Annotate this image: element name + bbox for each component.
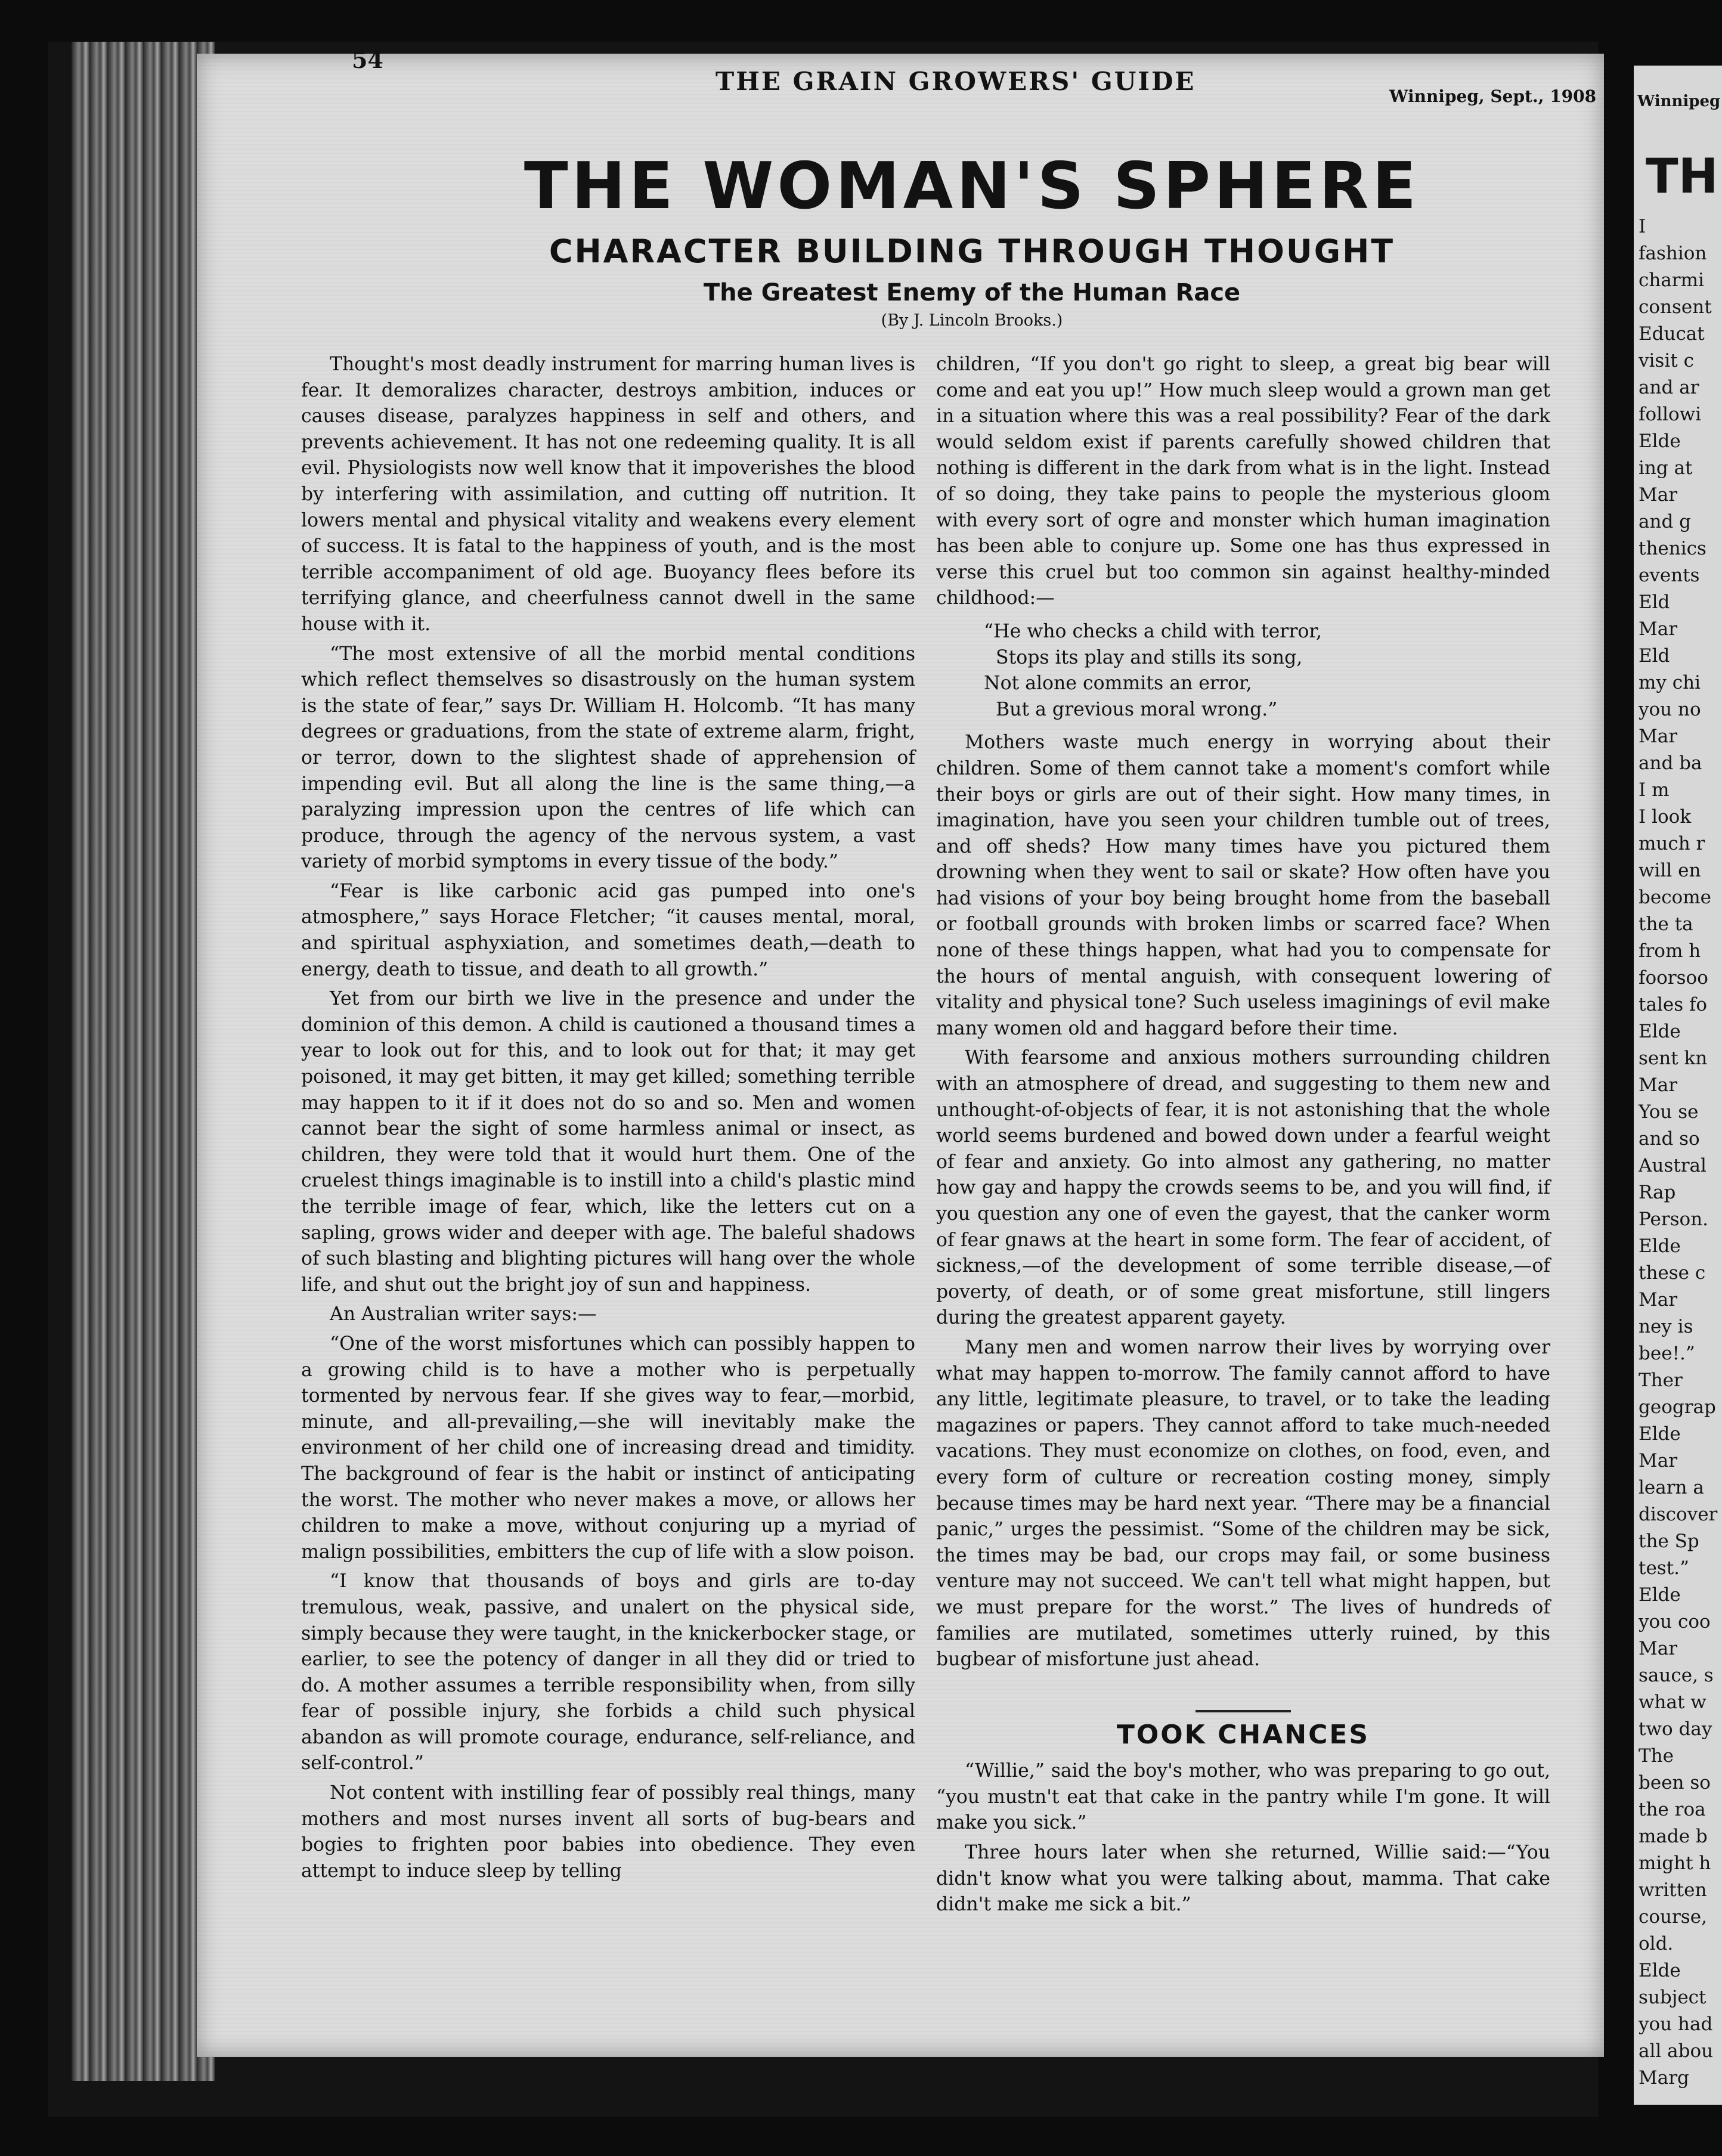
facing-line: Mar: [1639, 484, 1678, 506]
facing-line: bee!.”: [1639, 1343, 1695, 1364]
facing-line: written: [1639, 1879, 1707, 1901]
journal-title: THE GRAIN GROWERS' GUIDE: [716, 67, 1196, 96]
facing-line: and so: [1639, 1128, 1700, 1150]
facing-line: sauce, s: [1639, 1665, 1714, 1686]
facing-line: geograp: [1639, 1396, 1716, 1418]
facing-title: TH: [1646, 148, 1718, 204]
facing-line: Elde: [1639, 1960, 1681, 1981]
facing-page-fragment: [1634, 66, 1722, 2105]
facing-line: the ta: [1639, 913, 1693, 935]
facing-line: the Sp: [1639, 1531, 1699, 1552]
facing-line: Ther: [1639, 1370, 1683, 1391]
facing-line: the roa: [1639, 1799, 1706, 1820]
verse-line: But a grevious moral wrong.”: [996, 698, 1278, 720]
page-number: 54: [352, 47, 383, 73]
paragraph: “The most extensive of all the morbid mental conditions which reflect themselves so disastrously on the human system is the state of fear,” says Dr. William H. Holcomb. “It has many degrees or graduations, from the state of extreme alarm, fright, or terror, down to the slightest shade of apprehension of impending evil. But all along the line is the same thing,—a paralyzing impression upon the centres of life which can produce, through the agency of the nervous system, a vast variety of morbid symptoms in every tissue of the body.”: [301, 643, 915, 873]
article-subheading: The Greatest Enemy of the Human Race: [703, 279, 1241, 306]
facing-line: from h: [1639, 940, 1701, 962]
article-title: CHARACTER BUILDING THROUGH THOUGHT: [549, 233, 1395, 270]
facing-line: ney is: [1639, 1316, 1693, 1337]
paragraph: Thought's most deadly instrument for marring human lives is fear. It demoralizes character, destroys ambition, induces or causes disease, paralyzes happiness in self and others, and prevents achievement. It has not one redeeming quality. It is all evil. Physiologists now well know that it impoverishes the blood by interfering with assimilation, and cutting off nutrition. It lowers mental and physical vitality and weakens every element of success. It is fatal to the happiness of youth, and is the most terrible accompaniment of old age. Buoyancy flees before its terrifying glance, and cheerfulness cannot dwell in the same house with it.: [301, 354, 915, 635]
paragraph: Many men and women narrow their lives by worrying over what may happen to-morrow. The family cannot afford to have any little, legitimate pleasure, to travel, or to take the leading magazines or papers. They cannot afford to take much-needed vacations. They must economize on clothes, on food, even, and every form of culture or recreation costing money, simply because times may be hard next year. “There may be a financial panic,” urges the pessimist. “Some of the children may be sick, the times may be bad, our crops may fail, or some business venture may not succeed. We can't tell what might happen, but we must prepare for the worst.” The lives of hundreds of families are mutilated, sometimes utterly ruined, by this bugbear of misfortune just ahead.: [936, 1336, 1550, 1671]
facing-line: Rap: [1639, 1182, 1676, 1203]
facing-line: I: [1639, 216, 1646, 237]
paragraph: Mothers waste much energy in worrying about their children. Some of them cannot take a moment's comfort while their boys or girls are out of their sight. How many times, in imagination, have you seen your children tumble out of trees, and off sheds? How many times have you pictured them drowning when they went to sail or skate? How often have you had visions of your boy being brought home from the baseball or football grounds with broken limbs or scarred face? When none of these things happen, what had you to compensate for the hours of mental anguish, with consequent lowering of vitality and physical tone? Such useless imaginings of evil make many women old and haggard before their time.: [936, 732, 1550, 1039]
facing-line: all abou: [1639, 2040, 1714, 2062]
facing-dateline: Winnipeg: [1637, 92, 1721, 110]
facing-line: charmi: [1639, 270, 1704, 291]
verse: [984, 619, 1550, 723]
verse-line: “He who checks a child with terror,: [984, 620, 1322, 642]
facing-line: Elde: [1639, 1423, 1681, 1445]
facing-line: made b: [1639, 1826, 1708, 1847]
facing-line: Mar: [1639, 618, 1678, 640]
paragraph: “Willie,” said the boy's mother, who was preparing to go out, “you mustn't eat that cake in the pantry while I'm gone. It will make you sick.”: [936, 1760, 1550, 1834]
dateline: Winnipeg, Sept., 1908: [1389, 86, 1597, 106]
took-chances-title: TOOK CHANCES: [1116, 1719, 1370, 1750]
facing-line: you coo: [1639, 1611, 1711, 1633]
paragraph: “Fear is like carbonic acid gas pumped into one's atmosphere,” says Horace Fletcher; “it causes mental, moral, and spiritual asphyxiation, and sometimes death,—death to energy, death to tissue, and death to all growth.”: [301, 880, 915, 980]
paragraph: children, “If you don't go right to sleep, a great big bear will come and eat you up!” How much sleep would a grown man get in a situation where this was a real possibility? Fear of the dark would seldom exist if parents carefully showed children that nothing is different in the dark from what is in the light. Instead of so doing, they take pains to people the mysterious gloom with every sort of ogre and monster which human imagination has been able to conjure up. Some one has thus expressed in verse this cruel but too common sin against healthy-minded childhood:—: [936, 354, 1550, 609]
facing-line: I look: [1639, 806, 1692, 828]
facing-text: [1634, 213, 1722, 2092]
paragraph: Yet from our birth we live in the presence and under the dominion of this demon. A child is cautioned a thousand times a year to look out for this, and to look out for that; it may get poisoned, it may get bitten, it may get killed; something terrible may happen to it if it does not do so and so. Men and women cannot bear the sight of some harmless animal or insect, as children, they were told that it would hurt them. One of the cruelest things imaginable is to instill into a child's plastic mind the terrible image of fear, which, like the letters cut on a sapling, grows wider and deeper with age. The baleful shadows of such blasting and blighting pictures will hang over the whole life, and shut out the bright joy of sun and happiness.: [301, 988, 915, 1296]
facing-line: Marg: [1639, 2067, 1689, 2089]
facing-line: Eld: [1639, 591, 1670, 613]
paragraph: Not content with instilling fear of possibly real things, many mothers and most nurses invent all sorts of bug-bears and bogies to frighten poor babies into obedience. They even attempt to induce sleep by telling: [301, 1782, 915, 1882]
facing-line: been so: [1639, 1772, 1711, 1793]
facing-line: Person.: [1639, 1209, 1709, 1230]
facing-line: you no: [1639, 699, 1701, 720]
facing-line: might h: [1639, 1853, 1711, 1874]
paragraph: “One of the worst misfortunes which can possibly happen to a growing child is to have a mother who is perpetually tormented by nervous fear. If she gives way to fear,—morbid, minute, and all-prevailing,—she will inevitably make the environment of her child one of increasing dread and timidity. The background of fear is the habit or instinct of anticipating the worst. The mother who never makes a move, or allows her children to make a move, without conjuring up a myriad of malign possibilities, embitters the cup of life with a slow poison.: [301, 1333, 915, 1563]
facing-line: I m: [1639, 779, 1670, 801]
facing-line: ing at: [1639, 457, 1693, 479]
left-column: [301, 352, 915, 1884]
facing-line: Elde: [1639, 1235, 1681, 1257]
facing-line: Elde: [1639, 1584, 1681, 1606]
facing-line: sent kn: [1639, 1048, 1708, 1069]
facing-line: fashion: [1639, 243, 1707, 264]
facing-line: much r: [1639, 833, 1705, 854]
facing-line: what w: [1639, 1692, 1706, 1713]
facing-line: events: [1639, 565, 1700, 586]
facing-line: Mar: [1639, 1074, 1678, 1096]
facing-line: Elde: [1639, 430, 1681, 452]
facing-line: my chi: [1639, 672, 1701, 693]
right-column: [936, 352, 1550, 1918]
facing-line: old.: [1639, 1933, 1674, 1954]
facing-line: visit c: [1639, 350, 1694, 371]
facing-line: consent: [1639, 296, 1712, 318]
section-divider: [1196, 1710, 1291, 1712]
facing-line: and ar: [1639, 377, 1699, 398]
facing-line: foorsoo: [1639, 967, 1708, 989]
facing-line: Educat: [1639, 323, 1705, 345]
facing-line: You se: [1639, 1101, 1699, 1123]
verse-line: Not alone commits an error,: [984, 673, 1252, 695]
facing-line: test.”: [1639, 1557, 1689, 1579]
facing-line: two day: [1639, 1718, 1712, 1740]
facing-line: these c: [1639, 1262, 1706, 1284]
paragraph: With fearsome and anxious mothers surrounding children with an atmosphere of dread, and suggesting to them new and unthought-of-objects of fear, it is not astonishing that the whole world seems burdened and bowed down under a fearful weight of fear and anxiety. Go into almost any gathering, no matter how gay and happy the crowds seems to be, and you will find, if you question any one of even the gayest, that the canker worm of fear gnaws at the heart in some form. The fear of accident, of sickness,—of the development of some terrible disease,—of poverty, of death, or of some great misfortune, still lingers during the greatest apparent gayety.: [936, 1047, 1550, 1329]
section-title: THE WOMAN'S SPHERE: [524, 149, 1420, 224]
facing-line: and g: [1639, 511, 1691, 532]
facing-line: Mar: [1639, 1289, 1678, 1311]
facing-line: Elde: [1639, 1021, 1681, 1042]
paragraph: Three hours later when she returned, Willie said:—“You didn't know what you were talking about, mamma. That cake didn't make me sick a bit.”: [936, 1842, 1550, 1916]
facing-line: course,: [1639, 1906, 1707, 1928]
facing-line: Austral: [1639, 1155, 1706, 1176]
facing-line: become: [1639, 887, 1711, 908]
facing-line: thenics: [1639, 538, 1706, 559]
facing-line: and ba: [1639, 752, 1702, 774]
facing-line: Mar: [1639, 1450, 1678, 1472]
book-spine: [72, 42, 215, 2081]
paragraph: An Australian writer says:—: [330, 1303, 597, 1325]
facing-line: Mar: [1639, 726, 1678, 747]
facing-line: discover: [1639, 1504, 1718, 1525]
byline: (By J. Lincoln Brooks.): [881, 311, 1063, 330]
paragraph: “I know that thousands of boys and girls are to-day tremulous, weak, passive, and unalert on the physical side, simply because they were taught, in the knickerbocker stage, or earlier, to see the potency of danger in all they did or tried to do. A mother assumes a terrible responsibility when, from silly fear of possible injury, she forbids a child such physical abandon as will promote courage, endurance, self-reliance, and self-control.”: [301, 1570, 915, 1774]
facing-line: Eld: [1639, 645, 1670, 667]
facing-line: Mar: [1639, 1638, 1678, 1659]
facing-line: subject: [1639, 1987, 1706, 2008]
newspaper-page: [197, 47, 1604, 2057]
facing-line: followi: [1639, 404, 1702, 425]
facing-line: tales fo: [1639, 994, 1708, 1015]
facing-line: The: [1639, 1745, 1674, 1767]
facing-line: learn a: [1639, 1477, 1704, 1498]
verse-line: Stops its play and stills its song,: [996, 646, 1303, 668]
facing-line: will en: [1639, 860, 1701, 881]
facing-line: you had: [1639, 2013, 1713, 2035]
